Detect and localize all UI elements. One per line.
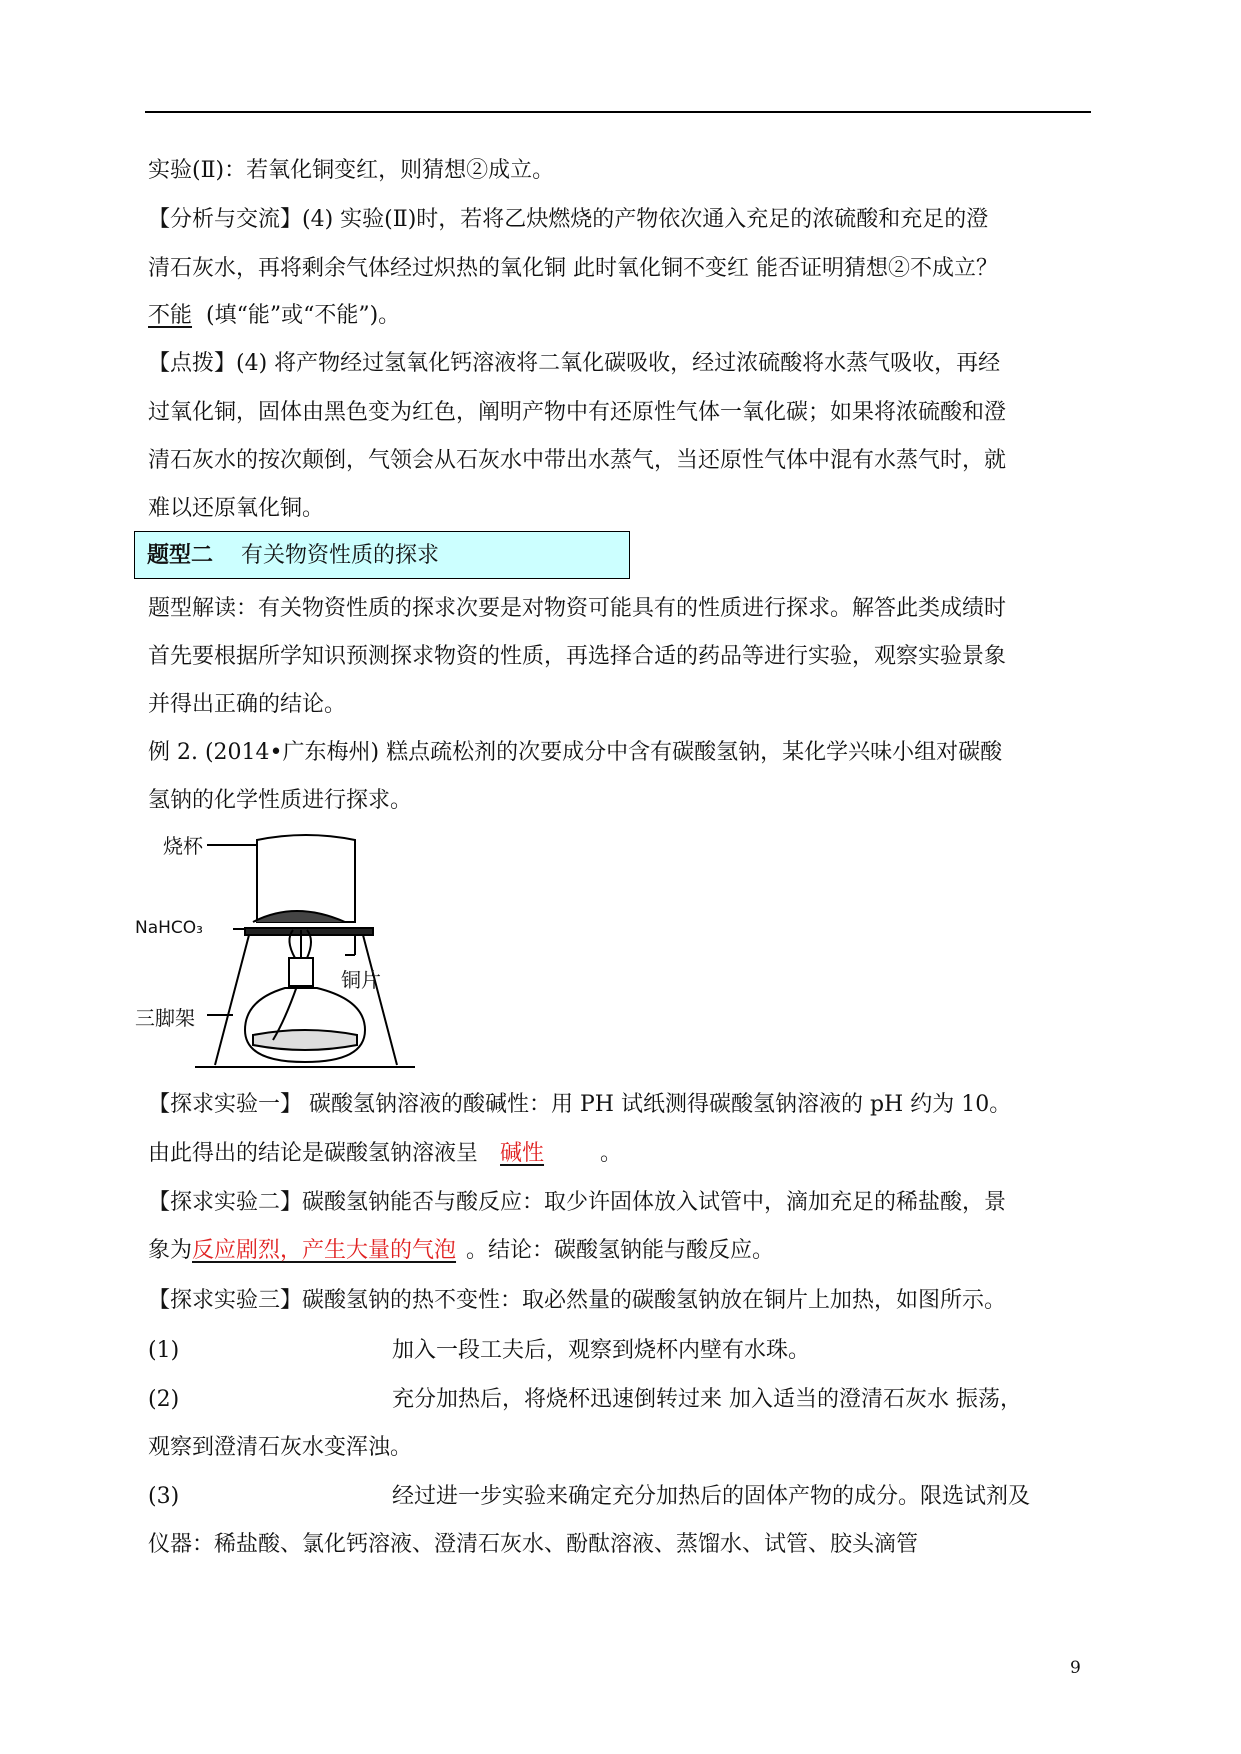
section-title: 有关物资性质的探求 xyxy=(241,543,440,568)
text-line: 【探求实验三】碳酸氢钠的热不变性：取必然量的碳酸氢钠放在铜片上加热，如图所示。 xyxy=(148,1288,1007,1313)
text-line xyxy=(148,1236,774,1266)
text-line xyxy=(148,301,400,331)
tripod-leg-right xyxy=(363,935,397,1065)
text-line: 并得出正确的结论。 xyxy=(148,692,347,717)
label-nahco3: NaHCO₃ xyxy=(135,918,203,938)
page-number: 9 xyxy=(1070,1658,1081,1678)
beaker-shape xyxy=(257,835,355,922)
list-item-1 xyxy=(148,1336,811,1366)
apparatus-figure xyxy=(135,830,415,1075)
text-line: 题型解读：有关物资性质的探求次要是对物资可能具有的性质进行探求。解答此类成绩时 xyxy=(148,596,1007,621)
answer-blank-3: 反应剧烈，产生大量的气泡 xyxy=(192,1238,457,1263)
header-rule xyxy=(145,111,1091,113)
label-tripod: 三脚架 xyxy=(135,1006,195,1030)
text-line: 氢钠的化学性质进行探求。 xyxy=(148,788,413,813)
list-text: 充分加热后，将烧杯迅速倒转过来 加入适当的澄清石灰水 振荡， xyxy=(392,1387,1022,1412)
text-line: 实验(Ⅱ)：若氧化铜变红，则猜想②成立。 xyxy=(148,158,555,183)
text-line: 清石灰水的按次颠倒，气领会从石灰水中带出水蒸气，当还原性气体中混有水蒸气时，就 xyxy=(148,448,1007,473)
list-item-3 xyxy=(148,1482,1031,1512)
text-line: 例 2. (2014•广东梅州) 糕点疏松剂的次要成分中含有碳酸氢钠，某化学兴味小组对碳酸 xyxy=(148,740,1003,765)
text-line: 【分析与交流】(4) 实验(Ⅱ)时，若将乙炔燃烧的产物依次通入充足的浓硫酸和充足的澄 xyxy=(148,207,989,232)
tripod-leg-left xyxy=(215,935,249,1065)
section-heading-box xyxy=(134,531,630,579)
burner-neck xyxy=(289,958,313,986)
answer-blank-1: 不能 xyxy=(148,303,193,328)
lamp-liquid xyxy=(253,1030,357,1050)
section-label: 题型二 xyxy=(147,542,214,568)
label-copper: 铜片 xyxy=(341,968,381,992)
text-line: 【点拨】(4) 将产物经过氢氧化钙溶液将二氧化碳吸收，经过浓硫酸将水蒸气吸收，再经 xyxy=(148,351,1001,376)
text-line: 首先要根据所学知识预测探求物资的性质，再选择合适的药品等进行实验，观察实验景象 xyxy=(148,644,1007,669)
text-line xyxy=(148,1139,622,1169)
text-line: 【探求实验一】 碳酸氢钠溶液的酸碱性：用 PH 试纸测得碳酸氢钠溶液的 pH 约为 10。 xyxy=(148,1092,1012,1117)
text-line: 【探求实验二】碳酸氢钠能否与酸反应：取少许固体放入试管中，滴加充足的稀盐酸，景 xyxy=(148,1190,1007,1215)
list-text: 加入一段工夫后，观察到烧杯内壁有水珠。 xyxy=(392,1338,811,1363)
label-beaker: 烧杯 xyxy=(163,834,203,858)
list-number: (3) xyxy=(148,1484,180,1509)
text-span: (填“能”或“不能”)。 xyxy=(206,303,401,328)
list-number: (2) xyxy=(148,1387,180,1412)
apparatus-drawing xyxy=(145,830,415,1075)
nahco3-pile xyxy=(253,911,345,922)
list-text: 经过进一步实验来确定充分加热后的固体产物的成分。限选试剂及 xyxy=(392,1484,1031,1509)
text-span: 象为 xyxy=(148,1238,193,1263)
text-span: 。结论：碳酸氢钠能与酸反应。 xyxy=(466,1238,775,1263)
list-item-2 xyxy=(148,1385,1022,1415)
text-line: 过氧化铜，固体由黑色变为红色，阐明产物中有还原性气体一氧化碳；如果将浓硫酸和澄 xyxy=(148,400,1007,425)
list-number: (1) xyxy=(148,1338,180,1363)
text-line: 难以还原氧化铜。 xyxy=(148,496,325,521)
text-span: 由此得出的结论是碳酸氢钠溶液呈 xyxy=(148,1141,479,1166)
text-line: 仪器：稀盐酸、氯化钙溶液、澄清石灰水、酚酞溶液、蒸馏水、试管、胶头滴管 xyxy=(148,1532,919,1557)
text-line: 观察到澄清石灰水变浑浊。 xyxy=(148,1435,413,1460)
answer-blank-2: 碱性 xyxy=(500,1141,545,1166)
text-span: 。 xyxy=(600,1141,623,1166)
text-line: 清石灰水，再将剩余气体经过炽热的氧化铜 此时氧化铜不变红 能否证明猜想②不成立？ xyxy=(148,256,998,281)
